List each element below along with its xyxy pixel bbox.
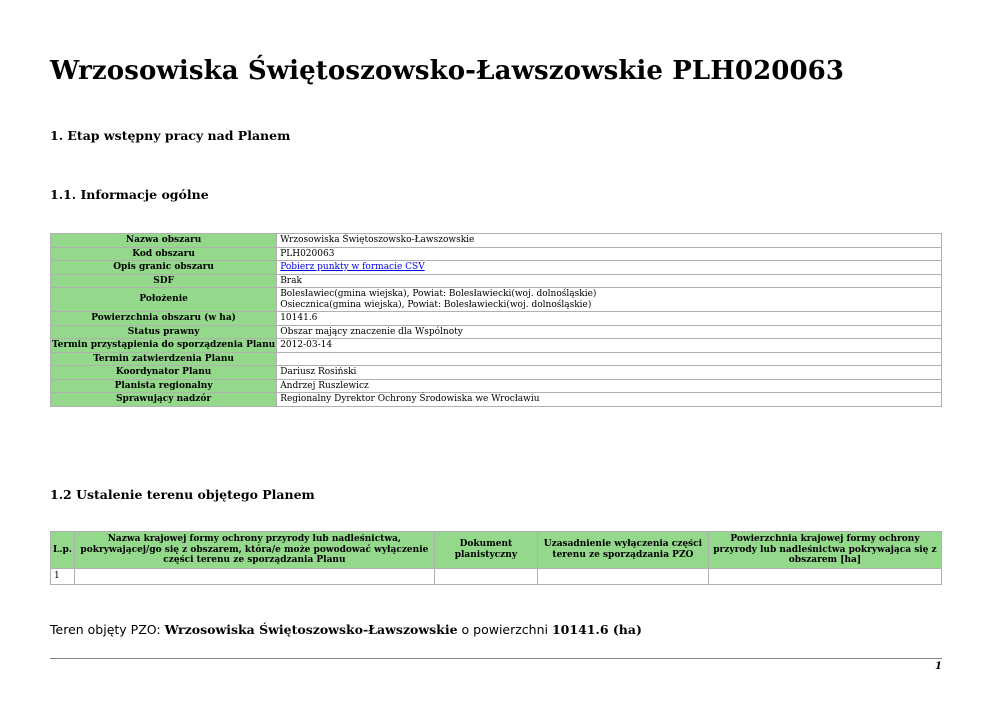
cell-exclusion-reason [537, 568, 708, 584]
column-header-surface: Powierzchnia krajowej formy ochrony przyrody lub nadleśnictwa pokrywająca się z obszarem [ha] [708, 532, 941, 569]
cell-surface [708, 568, 941, 584]
row-value-approval-date [277, 352, 942, 366]
column-header-planning-document: Dokument planistyczny [434, 532, 537, 569]
section-heading-1-2: 1.2 Ustalenie terenu objętego Planem [50, 487, 315, 502]
area-exclusion-table [50, 531, 942, 585]
section-heading-1-1: 1.1. Informacje ogólne [50, 187, 209, 202]
coverage-summary [50, 622, 642, 637]
cell-lp: 1 [51, 568, 75, 584]
row-label-location: Położenie [51, 288, 277, 312]
table-row [51, 234, 942, 248]
cell-protection-form [74, 568, 434, 584]
summary-prefix: Teren objęty PZO: [50, 622, 165, 637]
row-label-sdf: SDF [51, 274, 277, 288]
row-value-surface: 10141.6 [277, 312, 942, 326]
row-value-regional-planner: Andrzej Ruszlewicz [277, 379, 942, 393]
row-value-location [277, 288, 942, 312]
row-value-start-date: 2012-03-14 [277, 339, 942, 353]
table-header-row [51, 532, 942, 569]
row-label-supervisor: Sprawujący nadzór [51, 393, 277, 407]
location-line-1: Bolesławiec(gmina wiejska), Powiat: Bolesławiecki(woj. dolnośląskie) [280, 289, 597, 299]
row-value-supervisor: Regionalny Dyrektor Ochrony Środowiska we Wrocławiu [277, 393, 942, 407]
table-row [51, 393, 942, 407]
cell-planning-document [434, 568, 537, 584]
summary-area-name: Wrzosowiska Świętoszowsko-Ławszowskie [164, 622, 458, 637]
table-row [51, 288, 942, 312]
row-label-boundary: Opis granic obszaru [51, 261, 277, 275]
row-label-approval-date: Termin zatwierdzenia Planu [51, 352, 277, 366]
column-header-protection-form: Nazwa krajowej formy ochrony przyrody lub nadleśnictwa, pokrywającej/go się z obszarem, która/e może powodować wyłączenie części terenu ze sporządzania Planu [74, 532, 434, 569]
row-value-sdf: Brak [277, 274, 942, 288]
download-csv-link[interactable]: Pobierz punkty w formacie CSV [280, 262, 425, 272]
summary-area-value: 10141.6 (ha) [551, 622, 642, 637]
row-label-legal-status: Status prawny [51, 325, 277, 339]
table-row [51, 312, 942, 326]
table-row [51, 339, 942, 353]
table-row [51, 261, 942, 275]
row-label-coordinator: Koordynator Planu [51, 366, 277, 380]
row-label-area-code: Kod obszaru [51, 247, 277, 261]
page-title: Wrzosowiska Świętoszowsko-Ławszowskie PLH020063 [50, 56, 845, 86]
table-row [51, 352, 942, 366]
section-heading-1: 1. Etap wstępny pracy nad Planem [50, 128, 291, 143]
row-label-area-name: Nazwa obszaru [51, 234, 277, 248]
location-line-2: Osiecznica(gmina wiejska), Powiat: Bolesławiecki(woj. dolnośląskie) [280, 299, 592, 310]
row-label-surface: Powierzchnia obszaru (w ha) [51, 312, 277, 326]
row-value-coordinator: Dariusz Rosiński [277, 366, 942, 380]
table-row [51, 366, 942, 380]
page-number: 1 [935, 661, 942, 672]
row-value-area-code: PLH020063 [277, 247, 942, 261]
table-row [51, 568, 942, 584]
summary-middle: o powierzchni [457, 622, 552, 637]
table-row [51, 325, 942, 339]
footer-divider [50, 658, 942, 659]
column-header-exclusion-reason: Uzasadnienie wyłączenia części terenu ze sporządzania PZO [537, 532, 708, 569]
general-info-table [50, 233, 942, 407]
row-label-regional-planner: Planista regionalny [51, 379, 277, 393]
row-label-start-date: Termin przystąpienia do sporządzenia Planu [52, 340, 276, 350]
row-value-legal-status: Obszar mający znaczenie dla Wspólnoty [277, 325, 942, 339]
table-row [51, 247, 942, 261]
row-value-area-name: Wrzosowiska Świętoszowsko-Ławszowskie [277, 234, 942, 248]
column-header-lp: L.p. [51, 532, 75, 569]
table-row [51, 379, 942, 393]
table-row [51, 274, 942, 288]
